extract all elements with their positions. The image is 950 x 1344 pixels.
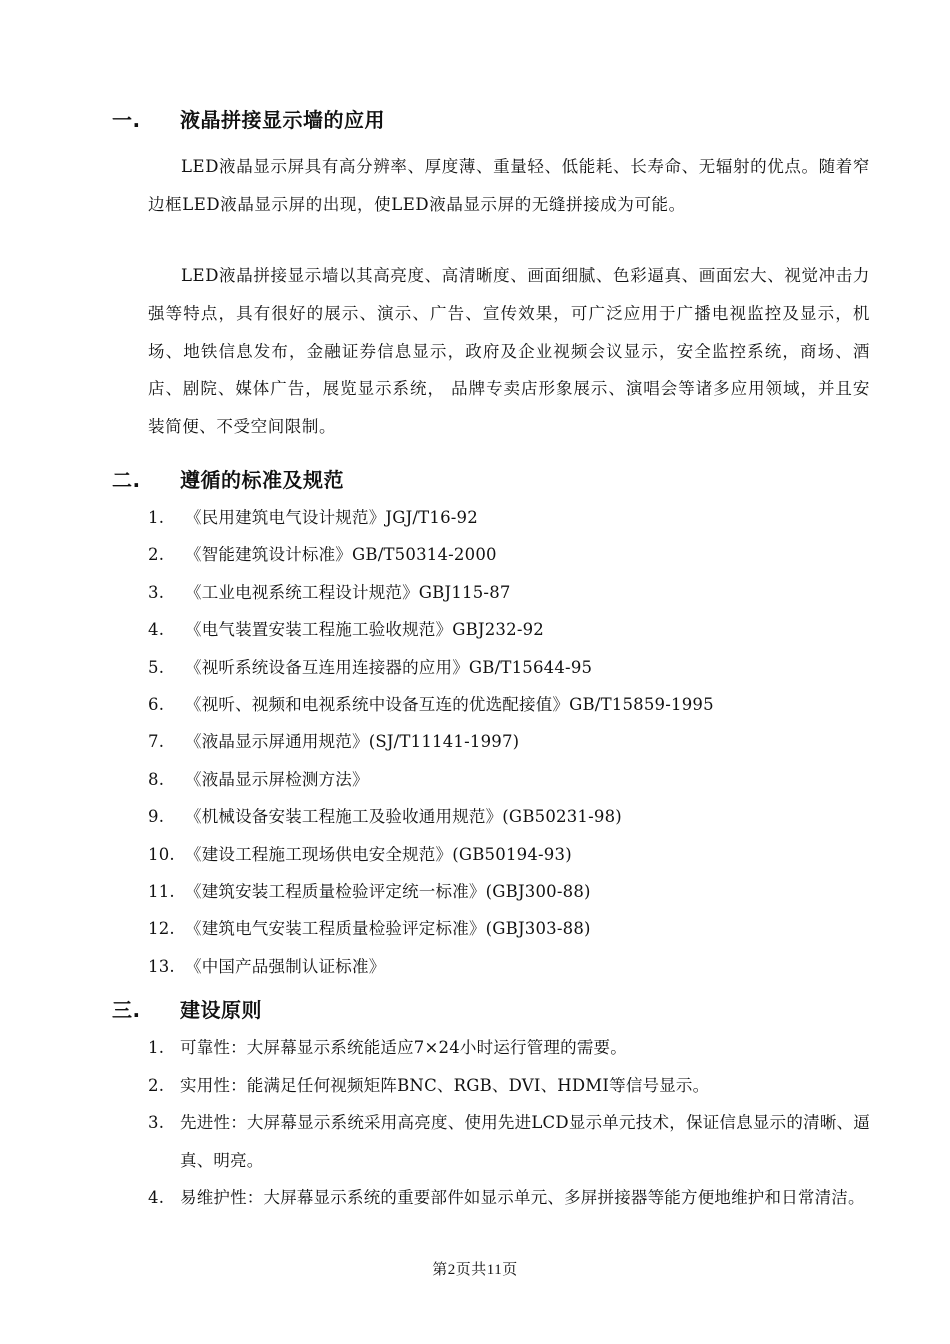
section-heading-2 — [112, 464, 344, 493]
list-item — [148, 798, 870, 835]
list-item — [148, 611, 870, 648]
section-number: 三. — [112, 998, 141, 1022]
section-number: 一. — [112, 108, 141, 132]
list-item — [148, 723, 870, 760]
list-item-text: 《民用建筑电气设计规范》JGJ/T16-92 — [185, 508, 478, 527]
list-item-number: 4. — [148, 1188, 165, 1208]
list-item-number: 13. — [148, 956, 175, 976]
section-title: 液晶拼接显示墙的应用 — [180, 108, 385, 132]
list-item-number: 5. — [148, 657, 165, 677]
section-number: 二. — [112, 468, 141, 492]
list-item — [148, 761, 870, 798]
list-item-number: 3. — [148, 582, 165, 602]
list-item-number: 4. — [148, 620, 165, 640]
list-item-text: 《智能建筑设计标准》GB/T50314-2000 — [185, 545, 497, 565]
list-item — [148, 1179, 870, 1217]
list-item-number: 6. — [148, 694, 165, 714]
list-item — [148, 686, 870, 723]
list-item — [148, 948, 870, 985]
list-item-text: 《建筑安装工程质量检验评定统一标准》(GBJ300-88) — [185, 881, 591, 901]
list-item-text: 《视听系统设备互连用连接器的应用》GB/T15644-95 — [185, 657, 593, 677]
principles-list — [148, 1029, 870, 1217]
list-item-text: 《建设工程施工现场供电安全规范》(GB50194-93) — [185, 844, 572, 864]
list-item-text: 《视听、视频和电视系统中设备互连的优选配接值》GB/T15859-1995 — [185, 694, 714, 714]
list-item — [148, 536, 870, 573]
list-item — [148, 1067, 870, 1105]
page-number-footer: 第2页共11页 — [432, 1262, 518, 1278]
list-item-text: 《机械设备安装工程施工及验收通用规范》(GB50231-98) — [185, 807, 622, 827]
standards-list — [148, 499, 870, 985]
paragraph-intro: LED液晶显示屏具有高分辨率、厚度薄、重量轻、低能耗、长寿命、无辐射的优点。随着窄边框LED液晶显示屏的出现，使LED液晶显示屏的无缝拼接成为可能。 — [148, 157, 870, 214]
section-heading-1 — [112, 104, 385, 133]
paragraph-applications: LED液晶拼接显示墙以其高亮度、高清晰度、画面细腻、色彩逼真、画面宏大、视觉冲击力强等特点，具有很好的展示、演示、广告、宣传效果，可广泛应用于广播电视监控及显示，机场、地铁信息发布，金融证券信息显示，政府及企业视频会议显示，安全监控系统，商场、酒店、剧院、媒体广告，展览显示系统， 品牌专卖店形象展示、演唱会等诸多应用领域，并且安装简便、不受空间限制。 — [148, 266, 870, 437]
section-title: 遵循的标准及规范 — [180, 468, 344, 492]
list-item-number: 3. — [148, 1113, 165, 1133]
list-item-number: 2. — [148, 1075, 165, 1095]
list-item-number: 8. — [148, 769, 165, 789]
list-item-text: 实用性：能满足任何视频矩阵BNC、RGB、DVI、HDMI等信号显示。 — [180, 1075, 710, 1095]
list-item-text: 《电气装置安装工程施工验收规范》GBJ232-92 — [185, 620, 544, 640]
list-item-number: 2. — [148, 545, 165, 565]
list-item — [148, 873, 870, 910]
section-title: 建设原则 — [180, 998, 262, 1022]
list-item-text: 可靠性：大屏幕显示系统能适应7×24小时运行管理的需要。 — [180, 1038, 627, 1057]
list-item-text: 《液晶显示屏检测方法》 — [185, 769, 369, 789]
list-item-text: 先进性：大屏幕显示系统采用高亮度、使用先进LCD显示单元技术，保证信息显示的清晰、逼真、明亮。 — [180, 1113, 870, 1170]
list-item-number: 12. — [148, 919, 175, 939]
list-item-number: 11. — [148, 881, 175, 901]
list-item-text: 易维护性：大屏幕显示系统的重要部件如显示单元、多屏拼接器等能方便地维护和日常清洁。 — [180, 1188, 865, 1208]
list-item-text: 《工业电视系统工程设计规范》GBJ115-87 — [185, 582, 511, 602]
list-item-number: 1. — [148, 1038, 165, 1057]
section-heading-3 — [112, 994, 262, 1023]
list-item-text: 《中国产品强制认证标准》 — [185, 956, 386, 976]
list-item-number: 1. — [148, 508, 165, 527]
list-item — [148, 836, 870, 873]
list-item — [148, 649, 870, 686]
list-item-number: 7. — [148, 732, 165, 752]
list-item — [148, 499, 870, 536]
list-item — [148, 1104, 870, 1179]
list-item-text: 《建筑电气安装工程质量检验评定标准》(GBJ303-88) — [185, 919, 591, 939]
list-item — [148, 1029, 870, 1067]
list-item-number: 10. — [148, 844, 175, 864]
list-item-number: 9. — [148, 807, 165, 827]
list-item-text: 《液晶显示屏通用规范》(SJ/T11141-1997) — [185, 732, 520, 752]
list-item — [148, 574, 870, 611]
list-item — [148, 910, 870, 947]
